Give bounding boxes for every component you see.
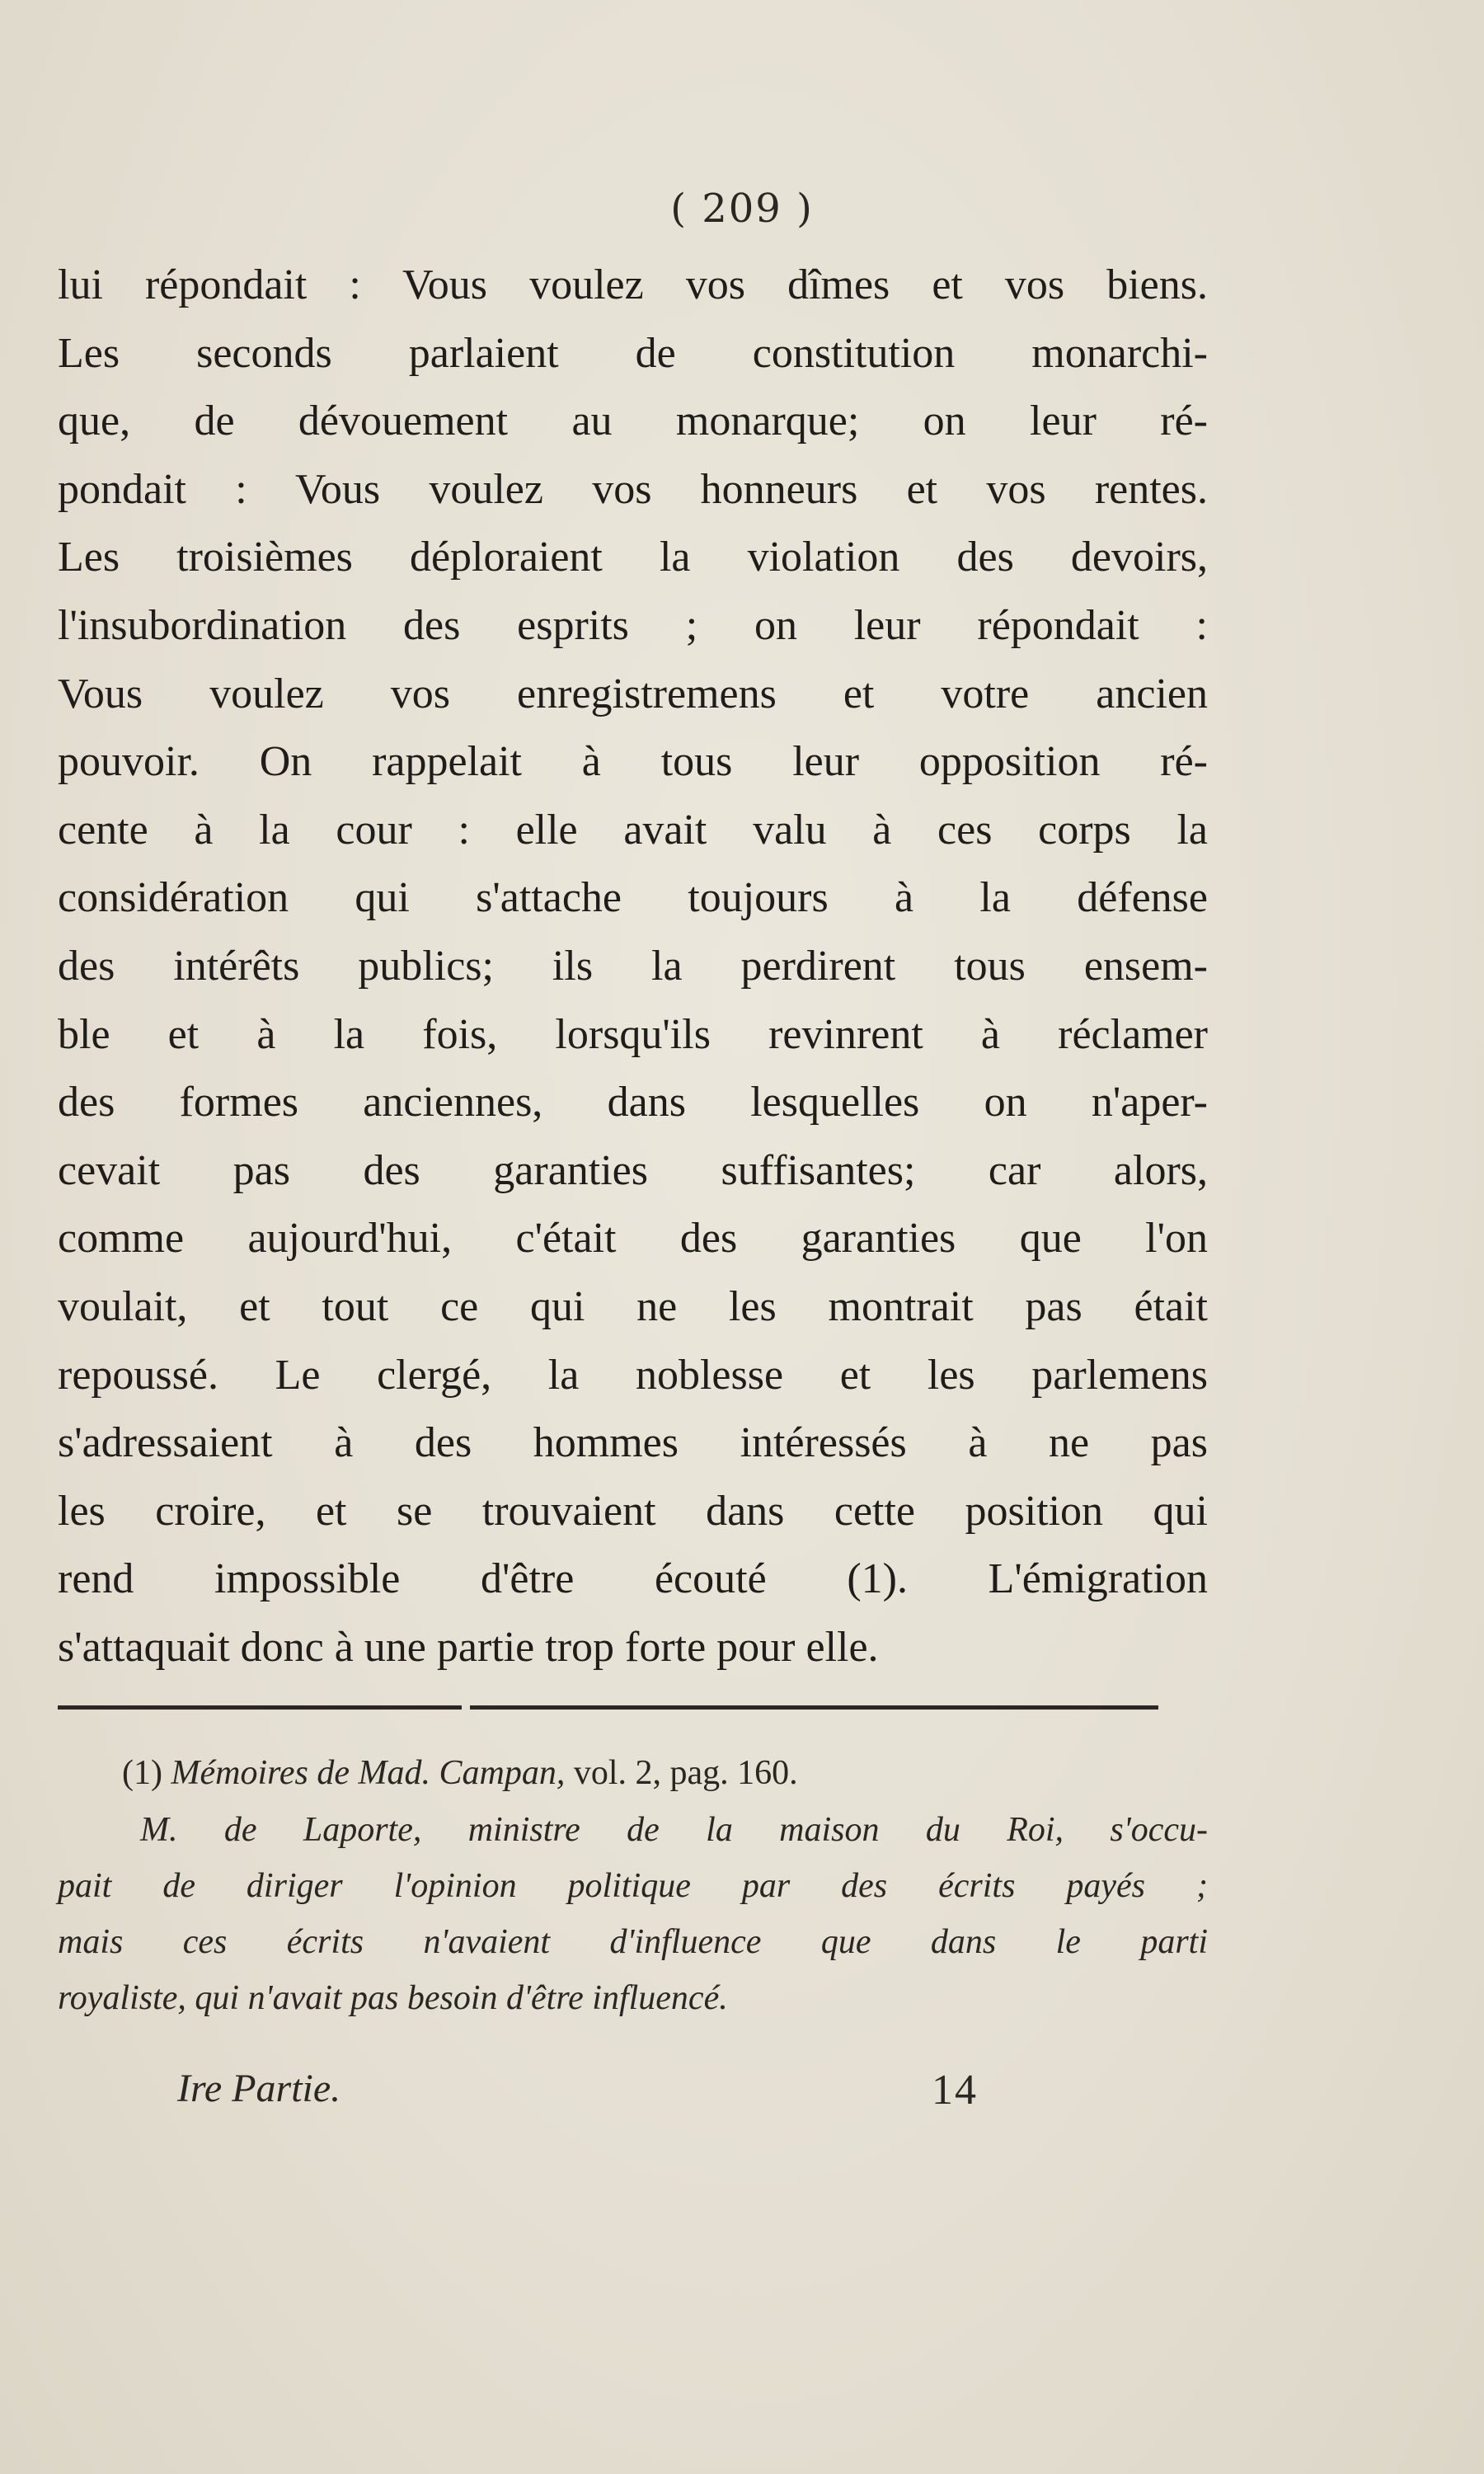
text-line: voulait, et tout ce qui ne les montrait pas était xyxy=(58,1282,1208,1330)
body-text xyxy=(58,252,1208,1681)
text-line: repoussé. Le clergé, la noblesse et les parlemens xyxy=(58,1351,1208,1399)
text-line: l'insubordination des esprits ; on leur répondait : xyxy=(58,601,1208,649)
text-line: cevait pas des garanties suffisantes; car alors, xyxy=(58,1146,1208,1194)
footnote-line: mais ces écrits n'avaient d'influence que dans le parti xyxy=(58,1923,1208,1961)
text-line: Les seconds parlaient de constitution monarchi- xyxy=(58,329,1208,377)
footnote-line: pait de diriger l'opinion politique par des écrits payés ; xyxy=(58,1867,1208,1905)
text-line: que, de dévouement au monarque; on leur ré- xyxy=(58,397,1208,445)
signature-number: 14 xyxy=(932,2067,978,2114)
footnote-divider-right xyxy=(470,1705,1158,1710)
text-line: Vous voulez vos enregistremens et votre ancien xyxy=(58,670,1208,717)
text-line: pouvoir. On rappelait à tous leur opposition ré- xyxy=(58,738,1208,786)
signature-mark: Ire Partie. xyxy=(177,2067,341,2110)
text-line: des formes anciennes, dans lesquelles on n'aper- xyxy=(58,1079,1208,1126)
text-line: s'attaquait donc à une partie trop forte pour elle. xyxy=(58,1623,879,1671)
text-line: des intérêts publics; ils la perdirent tous ensem- xyxy=(58,942,1208,990)
text-line: s'adressaient à des hommes intéressés à ne pas xyxy=(58,1419,1208,1467)
footnote-reference xyxy=(58,1744,1208,1802)
text-line: rend impossible d'être écouté (1). L'émigration xyxy=(58,1555,1208,1603)
footnote-divider-left xyxy=(58,1705,462,1710)
text-line: comme aujourd'hui, c'était des garanties que l'on xyxy=(58,1215,1208,1263)
footnote-line: royaliste, qui n'avait pas besoin d'être influencé. xyxy=(58,1979,728,2017)
footnote-line: M. de Laporte, ministre de la maison du Roi, s'occu- xyxy=(140,1811,1208,1849)
page-number-header: ( 209 ) xyxy=(670,186,814,232)
text-line: pondait : Vous voulez vos honneurs et vos rentes. xyxy=(58,465,1208,513)
text-line: cente à la cour : elle avait valu à ces corps la xyxy=(58,806,1208,854)
text-line: ble et à la fois, lorsqu'ils revinrent à réclamer xyxy=(58,1010,1208,1058)
text-line: les croire, et se trouvaient dans cette position qui xyxy=(58,1487,1208,1535)
footnote-source-details: vol. 2, pag. 160. xyxy=(573,1754,798,1792)
footnote-marker: (1) xyxy=(122,1754,162,1792)
text-line: considération qui s'attache toujours à la défense xyxy=(58,874,1208,922)
footnote xyxy=(58,1744,1208,2026)
text-line: Les troisièmes déploraient la violation des devoirs, xyxy=(58,534,1208,581)
text-line: lui répondait : Vous voulez vos dîmes et vos biens. xyxy=(58,261,1208,308)
footnote-source-title: Mémoires de Mad. Campan, xyxy=(171,1754,566,1792)
